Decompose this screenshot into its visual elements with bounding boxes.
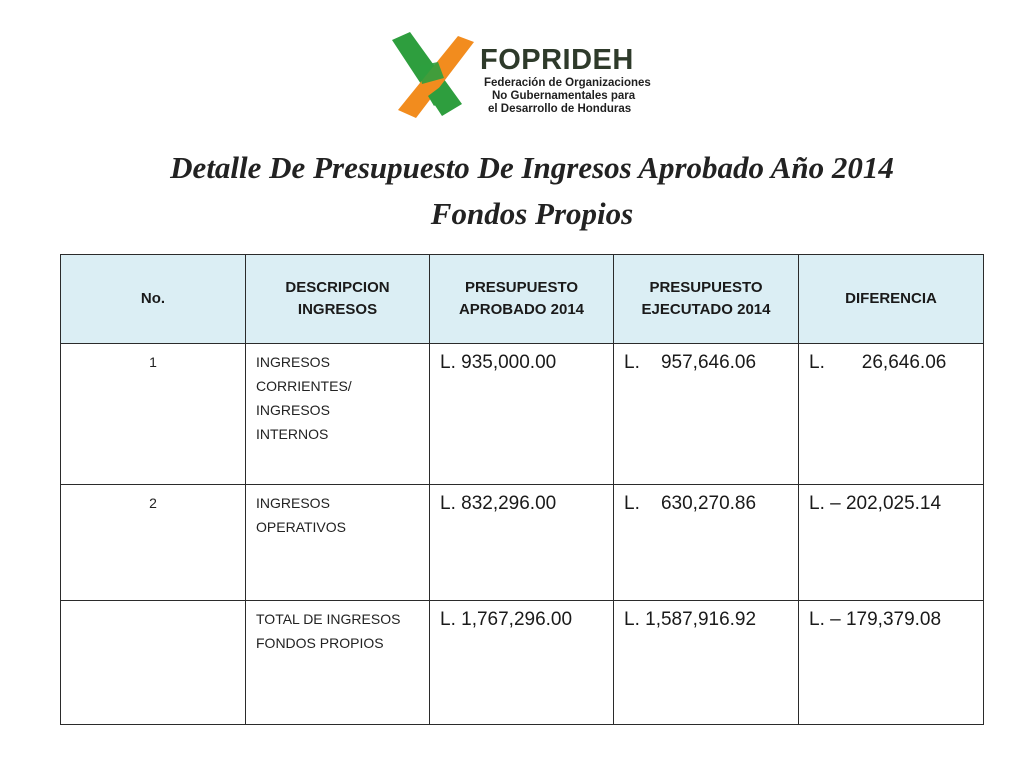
row-number: 1 — [61, 344, 246, 485]
row-diferencia: L. 26,646.06 — [799, 344, 984, 485]
header-no: No. — [61, 255, 246, 344]
budget-table — [60, 254, 984, 725]
page-subtitle: Fondos Propios — [430, 196, 634, 231]
row-number: 2 — [61, 485, 246, 601]
table-row — [61, 485, 984, 601]
row-ejecutado: L. 630,270.86 — [614, 485, 799, 601]
row-diferencia: L. – 179,379.08 — [799, 601, 984, 725]
table-row — [61, 344, 984, 485]
header-descripcion: DESCRIPCION INGRESOS — [246, 255, 430, 344]
row-aprobado: L. 832,296.00 — [430, 485, 614, 601]
crossed-x-logo-icon — [388, 26, 480, 122]
row-description: INGRESOS CORRIENTES/ INGRESOS INTERNOS — [246, 344, 430, 485]
row-ejecutado: L. 1,587,916.92 — [614, 601, 799, 725]
logo-line-2: No Gubernamentales para — [492, 90, 636, 102]
row-description: TOTAL DE INGRESOS FONDOS PROPIOS — [246, 601, 430, 725]
row-ejecutado: L. 957,646.06 — [614, 344, 799, 485]
row-diferencia: L. – 202,025.14 — [799, 485, 984, 601]
header-presupuesto-ejecutado: PRESUPUESTO EJECUTADO 2014 — [614, 255, 799, 344]
logo-line-3: el Desarrollo de Honduras — [488, 103, 632, 115]
row-aprobado: L. 935,000.00 — [430, 344, 614, 485]
page-title: Detalle De Presupuesto De Ingresos Aprobado Año 2014 — [170, 150, 894, 185]
table-row-total — [61, 601, 984, 725]
logo-line-1: Federación de Organizaciones — [484, 77, 651, 89]
row-number — [61, 601, 246, 725]
row-aprobado: L. 1,767,296.00 — [430, 601, 614, 725]
foprideh-logo — [388, 26, 668, 122]
row-description: INGRESOS OPERATIVOS — [246, 485, 430, 601]
header-diferencia: DIFERENCIA — [799, 255, 984, 344]
logo-name: FOPRIDEH — [480, 44, 634, 76]
table-header-row — [61, 255, 984, 344]
header-presupuesto-aprobado: PRESUPUESTO APROBADO 2014 — [430, 255, 614, 344]
